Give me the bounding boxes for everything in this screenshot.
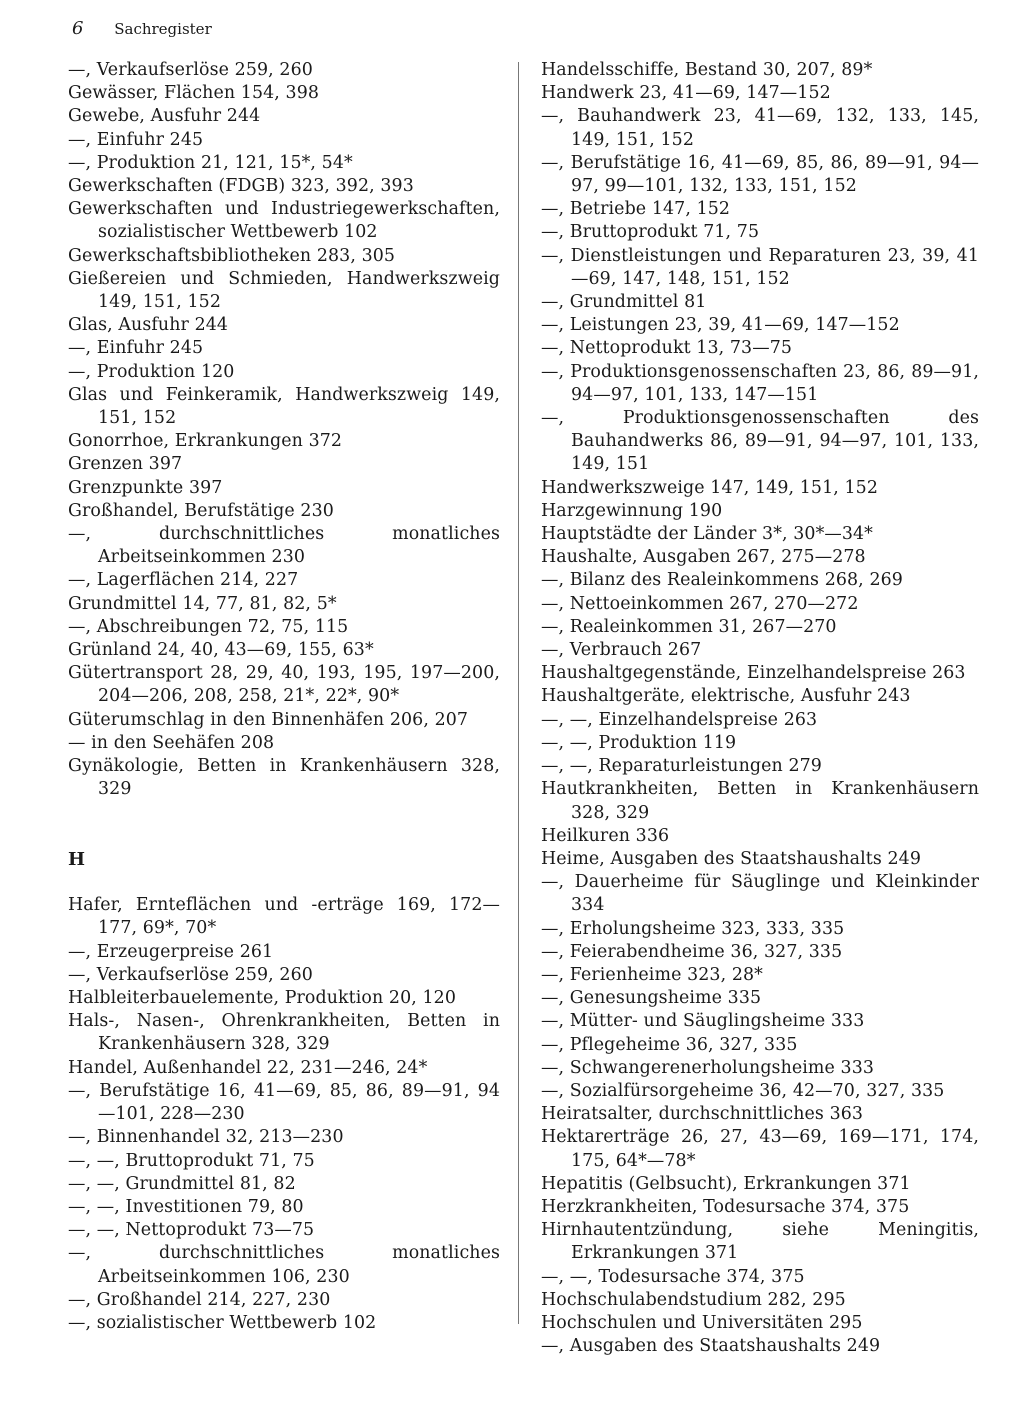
- index-entry: Hals-, Nasen-, Ohrenkrankheiten, Betten in Krankenhäusern 328, 329: [68, 1011, 500, 1055]
- index-entry: —, —, Produktion 119: [541, 732, 737, 753]
- index-entry: Glas, Ausfuhr 244: [68, 315, 229, 336]
- index-entry: —, Produktionsgenossenschaften des Bauhandwerks 86, 89—91, 94—97, 101, 133, 149, 151: [541, 408, 979, 475]
- index-entry: —, —, Nettoprodukt 73—75: [68, 1220, 315, 1241]
- index-entry: —, Bilanz des Realeinkommens 268, 269: [541, 570, 903, 591]
- index-entry: —, Verbrauch 267: [541, 640, 702, 661]
- index-entry: —, Produktion 21, 121, 15*, 54*: [68, 152, 353, 173]
- index-entry: —, Abschreibungen 72, 75, 115: [68, 616, 349, 637]
- index-entry: Haushaltgeräte, elektrische, Ausfuhr 243: [541, 686, 911, 707]
- index-entry: Heilkuren 336: [541, 825, 670, 846]
- index-entry: Grenzpunkte 397: [68, 477, 223, 498]
- index-entry: Glas und Feinkeramik, Handwerkszweig 149, 151, 152: [68, 384, 500, 429]
- index-entry: Hektarerträge 26, 27, 43—69, 169—171, 174, 175, 64*—78*: [541, 1127, 979, 1171]
- index-entry: Gütertransport 28, 29, 40, 193, 195, 197—200, 204—206, 208, 258, 21*, 22*, 90*: [68, 663, 500, 707]
- index-entry: —, Ausgaben des Staatshaushalts 249: [541, 1336, 881, 1357]
- index-entry: Hirnhautentzündung, siehe Meningitis, Erkrankungen 371: [541, 1220, 979, 1264]
- index-entry: —, —, Reparaturleistungen 279: [541, 756, 822, 777]
- index-entry: Hepatitis (Gelbsucht), Erkrankungen 371: [541, 1173, 911, 1194]
- index-entry: Heiratsalter, durchschnittliches 363: [541, 1104, 864, 1125]
- index-entry: Grünland 24, 40, 43—69, 155, 63*: [68, 640, 374, 661]
- index-entry: —, —, Bruttoprodukt 71, 75: [68, 1150, 315, 1171]
- index-entry: Handelsschiffe, Bestand 30, 207, 89*: [541, 60, 873, 80]
- index-entry: —, Dienstleistungen und Reparaturen 23, 39, 41—69, 147, 148, 151, 152: [541, 245, 979, 289]
- index-entry: —, Ferienheime 323, 28*: [541, 964, 763, 985]
- index-entry: Halbleiterbauelemente, Produktion 20, 120: [68, 988, 456, 1009]
- page-header: [72, 18, 212, 39]
- index-entry: Gewerkschaftsbibliotheken 283, 305: [68, 245, 396, 266]
- index-entry: — in den Seehäfen 208: [68, 732, 275, 753]
- index-entry: —, Genesungsheime 335: [541, 988, 762, 1009]
- index-entry: Grundmittel 14, 77, 81, 82, 5*: [68, 593, 337, 614]
- index-entry: —, Betriebe 147, 152: [541, 199, 731, 220]
- index-entry: —, Binnenhandel 32, 213—230: [68, 1127, 344, 1148]
- index-entry: Herzkrankheiten, Todesursache 374, 375: [541, 1196, 910, 1217]
- blank-line: [68, 825, 500, 848]
- index-entry: Handwerk 23, 41—69, 147—152: [541, 83, 831, 104]
- column-divider: [518, 62, 519, 1324]
- index-entry: —, Leistungen 23, 39, 41—69, 147—152: [541, 315, 900, 336]
- index-entry: Hauptstädte der Länder 3*, 30*—34*: [541, 524, 873, 545]
- index-entry: —, Produktion 120: [68, 361, 235, 382]
- index-entry: Gonorrhoe, Erkrankungen 372: [68, 431, 343, 452]
- index-entry: Güterumschlag in den Binnenhäfen 206, 207: [68, 709, 469, 730]
- index-entry: —, Berufstätige 16, 41—69, 85, 86, 89—91, 94—97, 99—101, 132, 133, 151, 152: [541, 152, 979, 197]
- index-entry: Hafer, Ernteflächen und -erträge 169, 172—177, 69*, 70*: [68, 895, 500, 939]
- index-entry: Gewebe, Ausfuhr 244: [68, 106, 261, 127]
- index-entry: —, Nettoeinkommen 267, 270—272: [541, 593, 859, 614]
- index-entry: Gewässer, Flächen 154, 398: [68, 83, 320, 104]
- index-entry: —, Pflegeheime 36, 327, 335: [541, 1034, 798, 1055]
- page-title: Sachregister: [114, 20, 212, 38]
- index-entry: Heime, Ausgaben des Staatshaushalts 249: [541, 848, 921, 869]
- index-entry: Handel, Außenhandel 22, 231—246, 24*: [68, 1057, 428, 1078]
- index-entry: —, Sozialfürsorgeheime 36, 42—70, 327, 335: [541, 1080, 945, 1101]
- page-number: 6: [72, 18, 84, 39]
- index-entry: —, Produktionsgenossenschaften 23, 86, 89—91, 94—97, 101, 133, 147—151: [541, 361, 979, 405]
- index-entry: —, Bauhandwerk 23, 41—69, 132, 133, 145, 149, 151, 152: [541, 106, 979, 150]
- index-entry: —, —, Grundmittel 81, 82: [68, 1173, 296, 1194]
- index-entry: Gießereien und Schmieden, Handwerkszweig 149, 151, 152: [68, 268, 500, 313]
- index-entry: Grenzen 397: [68, 454, 183, 475]
- index-entry: Hochschulabendstudium 282, 295: [541, 1289, 846, 1310]
- index-entry: Großhandel, Berufstätige 230: [68, 500, 334, 521]
- index-entry: —, Bruttoprodukt 71, 75: [541, 222, 760, 243]
- index-entry: —, Grundmittel 81: [541, 292, 707, 313]
- index-entry: Gewerkschaften und Industriegewerkschaften, sozialistischer Wettbewerb 102: [68, 199, 500, 243]
- index-entry: Hautkrankheiten, Betten in Krankenhäusern 328, 329: [541, 779, 979, 823]
- index-entry: Gynäkologie, Betten in Krankenhäusern 328, 329: [68, 756, 500, 800]
- index-entry: —, —, Einzelhandelspreise 263: [541, 709, 818, 730]
- index-entry: —, Berufstätige 16, 41—69, 85, 86, 89—91, 94—101, 228—230: [68, 1080, 500, 1125]
- index-entry: —, Großhandel 214, 227, 230: [68, 1289, 331, 1310]
- index-entry: —, Feierabendheime 36, 327, 335: [541, 941, 843, 962]
- index-entry: —, Schwangerenerholungsheime 333: [541, 1057, 875, 1078]
- index-entry: —, Verkaufserlöse 259, 260: [68, 964, 313, 985]
- index-entry: —, Erholungsheime 323, 333, 335: [541, 918, 845, 939]
- index-entry: Haushalte, Ausgaben 267, 275—278: [541, 547, 866, 568]
- index-entry: Gewerkschaften (FDGB) 323, 392, 393: [68, 176, 414, 197]
- index-entry: —, Mütter- und Säuglingsheime 333: [541, 1011, 865, 1032]
- index-entry: —, Lagerflächen 214, 227: [68, 570, 299, 591]
- index-entry: —, Nettoprodukt 13, 73—75: [541, 338, 793, 359]
- index-column-right: [541, 59, 979, 1358]
- index-entry: —, sozialistischer Wettbewerb 102: [68, 1312, 377, 1333]
- index-entry: —, Verkaufserlöse 259, 260: [68, 60, 313, 80]
- index-entry: —, —, Todesursache 374, 375: [541, 1266, 805, 1287]
- index-entry: —, Dauerheime für Säuglinge und Kleinkinder 334: [541, 872, 979, 916]
- index-entry: —, Realeinkommen 31, 267—270: [541, 616, 837, 637]
- index-entry: —, durchschnittliches monatliches Arbeitseinkommen 106, 230: [68, 1243, 500, 1287]
- index-entry: —, Erzeugerpreise 261: [68, 941, 274, 962]
- blank-line: [68, 871, 500, 894]
- blank-line: [68, 802, 500, 825]
- index-entry: —, Einfuhr 245: [68, 338, 204, 359]
- section-letter: H: [68, 848, 86, 870]
- index-entry: —, —, Investitionen 79, 80: [68, 1196, 304, 1217]
- index-entry: Hochschulen und Universitäten 295: [541, 1312, 863, 1333]
- index-column-left: [68, 59, 500, 1335]
- index-entry: —, durchschnittliches monatliches Arbeitseinkommen 230: [68, 524, 500, 568]
- index-entry: Handwerkszweige 147, 149, 151, 152: [541, 477, 879, 498]
- index-entry: Harzgewinnung 190: [541, 500, 723, 521]
- index-entry: —, Einfuhr 245: [68, 129, 204, 150]
- index-entry: Haushaltgegenstände, Einzelhandelspreise 263: [541, 663, 966, 684]
